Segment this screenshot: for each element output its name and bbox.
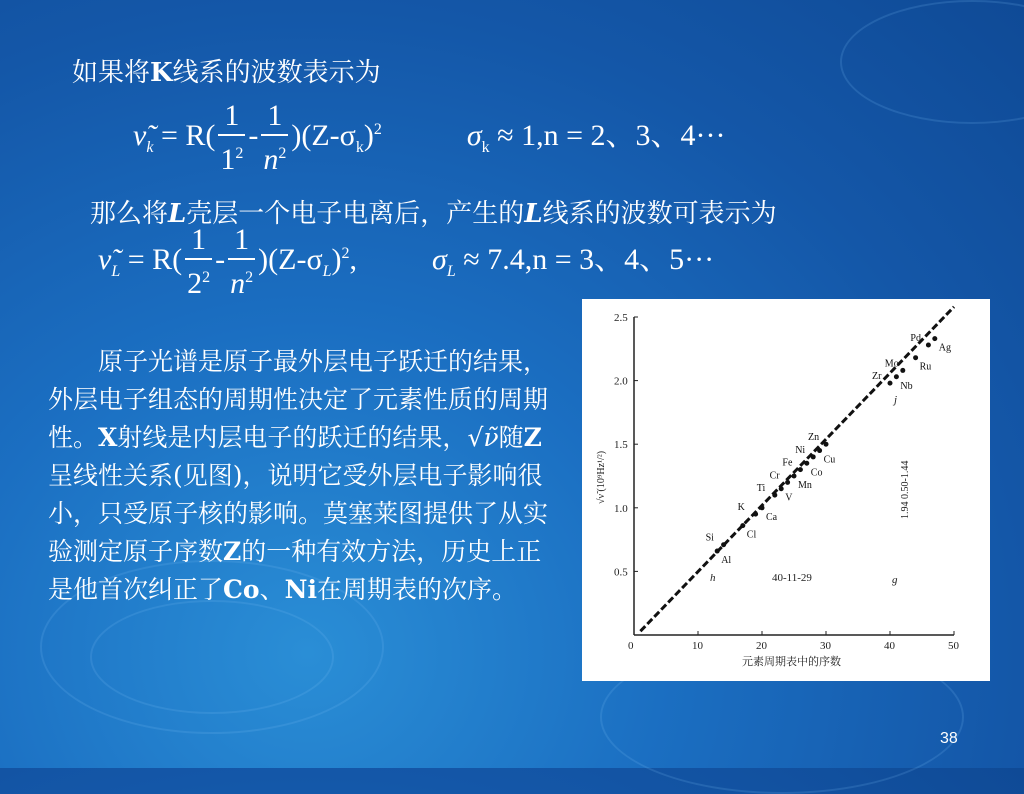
y-tick-label: 2.5 bbox=[614, 312, 628, 324]
point-label-ti: Ti bbox=[756, 483, 766, 495]
data-point-k bbox=[753, 512, 758, 517]
x-tick-label: 20 bbox=[756, 640, 767, 652]
fraction-1-over-n-squared: $\frac{1}{n^2}$ bbox=[263, 99, 287, 176]
data-point-ca bbox=[760, 505, 765, 510]
data-point-cr bbox=[785, 480, 790, 485]
moseley-plot bbox=[582, 299, 990, 681]
heading-l-series: 那么将L壳层一个电子电离后，产生的L线系的波数可表示为 bbox=[90, 199, 777, 229]
data-point-mo bbox=[900, 368, 905, 373]
x-tick-label: 10 bbox=[692, 640, 703, 652]
data-point-ni bbox=[811, 454, 816, 459]
data-point-group bbox=[706, 333, 951, 566]
x-tick-label: 30 bbox=[820, 640, 831, 652]
data-point-nb bbox=[894, 374, 899, 379]
fraction-1-over-2-squared: $\frac{1}{2^2}$ bbox=[187, 223, 211, 300]
fraction-1-over-n-squared-l: $\frac{1}{n^2}$ bbox=[230, 223, 254, 300]
point-label-nb: Nb bbox=[900, 380, 913, 392]
point-label-zn: Zn bbox=[808, 432, 820, 444]
data-point-pd bbox=[926, 342, 931, 347]
point-label-mo: Mo bbox=[884, 358, 899, 370]
water-ripple-2 bbox=[90, 600, 334, 714]
data-point-cu bbox=[817, 448, 822, 453]
x-tick-label: 40 bbox=[884, 640, 895, 652]
x-tick-label: 0 bbox=[628, 640, 634, 652]
annotation-g: g bbox=[892, 574, 898, 586]
point-label-zr: Zr bbox=[872, 371, 882, 383]
data-point-ru bbox=[913, 355, 918, 360]
data-point-ti bbox=[772, 493, 777, 498]
y-axis-label: √ν̃ (10⁹Hz¹/²) bbox=[596, 450, 607, 504]
point-label-cr: Cr bbox=[769, 470, 780, 482]
data-point-mn bbox=[792, 474, 797, 479]
data-point-fe bbox=[798, 467, 803, 472]
annotation-code: 1.94 0.50-1.44 bbox=[900, 460, 911, 519]
data-point-co bbox=[804, 461, 809, 466]
point-label-ca: Ca bbox=[766, 511, 778, 523]
point-label-k: K bbox=[737, 502, 745, 514]
data-point-zn bbox=[824, 442, 829, 447]
point-label-ru: Ru bbox=[919, 361, 932, 373]
point-label-ni: Ni bbox=[795, 444, 806, 456]
point-label-ag: Ag bbox=[938, 342, 952, 354]
fraction-1-over-1-squared: $\frac{1}{1^2}$ bbox=[220, 99, 244, 176]
point-label-mn: Mn bbox=[798, 480, 812, 491]
heading-k-series: 如果将K线系的波数表示为 bbox=[72, 58, 381, 88]
y-tick-label: 1.5 bbox=[614, 439, 628, 452]
annotation-j: j bbox=[894, 394, 898, 406]
point-label-cl: Cl bbox=[746, 529, 757, 541]
page-number: 38 bbox=[940, 730, 958, 747]
annotation-date: 40-11-29 bbox=[772, 572, 812, 584]
annotation-h: h bbox=[710, 572, 716, 584]
point-label-pd: Pd bbox=[910, 332, 921, 344]
x-tick-label: 50 bbox=[948, 640, 959, 652]
y-tick-label: 1.0 bbox=[614, 502, 628, 515]
y-tick-label: 0.5 bbox=[614, 566, 628, 579]
point-label-si: Si bbox=[705, 532, 714, 544]
moseley-plot-figure bbox=[582, 299, 990, 681]
point-label-v: V bbox=[785, 492, 793, 504]
data-point-si bbox=[721, 542, 726, 547]
data-point-al bbox=[715, 549, 720, 554]
explanation-paragraph: 原子光谱是原子最外层电子跃迁的结果，外层电子组态的周期性决定了元素性质的周期性。X射线是内层电子的跃迁的结果，√ν̃随Z呈线性关系(见图)，说明它受外层电子影响很小，只受原子核的影响。莫塞莱图提供了从实验测定原子序数Z的一种有效方法，历史上正是他首次纠正了Co、Ni在周期表的次序。 bbox=[48, 347, 549, 604]
y-tick-label: 2.0 bbox=[614, 375, 628, 388]
point-label-fe: Fe bbox=[782, 457, 793, 469]
water-ripple-4 bbox=[840, 0, 1024, 124]
data-point-v bbox=[779, 486, 784, 491]
data-point-cl bbox=[740, 523, 745, 528]
data-point-ag bbox=[932, 336, 937, 341]
point-label-co: Co bbox=[810, 467, 823, 479]
data-point-zr bbox=[888, 381, 893, 386]
equation-k-series: $\nũ_k = R$( $\frac{1}{1^2}$ - $\frac{1}{n^2}$ )$(Z-\sigma_k)^2$ $\sigma_k \approx 1,n = 2$、3、4··· bbox=[133, 99, 726, 176]
equation-l-series: $\nũ_L = R$( $\frac{1}{2^2}$ - $\frac{1}{n^2}$ )$(Z-\sigma_L)^2$, $\sigma_L \approx 7.4,n = 3$、4、5··· bbox=[98, 223, 715, 300]
x-tick-group bbox=[628, 631, 960, 652]
x-axis-label: 元素周期表中的序数 bbox=[742, 656, 841, 668]
point-label-cu: Cu bbox=[823, 454, 836, 466]
sqrt-nu-symbol: √ν̃ bbox=[467, 423, 499, 452]
point-label-al: Al bbox=[721, 555, 732, 567]
